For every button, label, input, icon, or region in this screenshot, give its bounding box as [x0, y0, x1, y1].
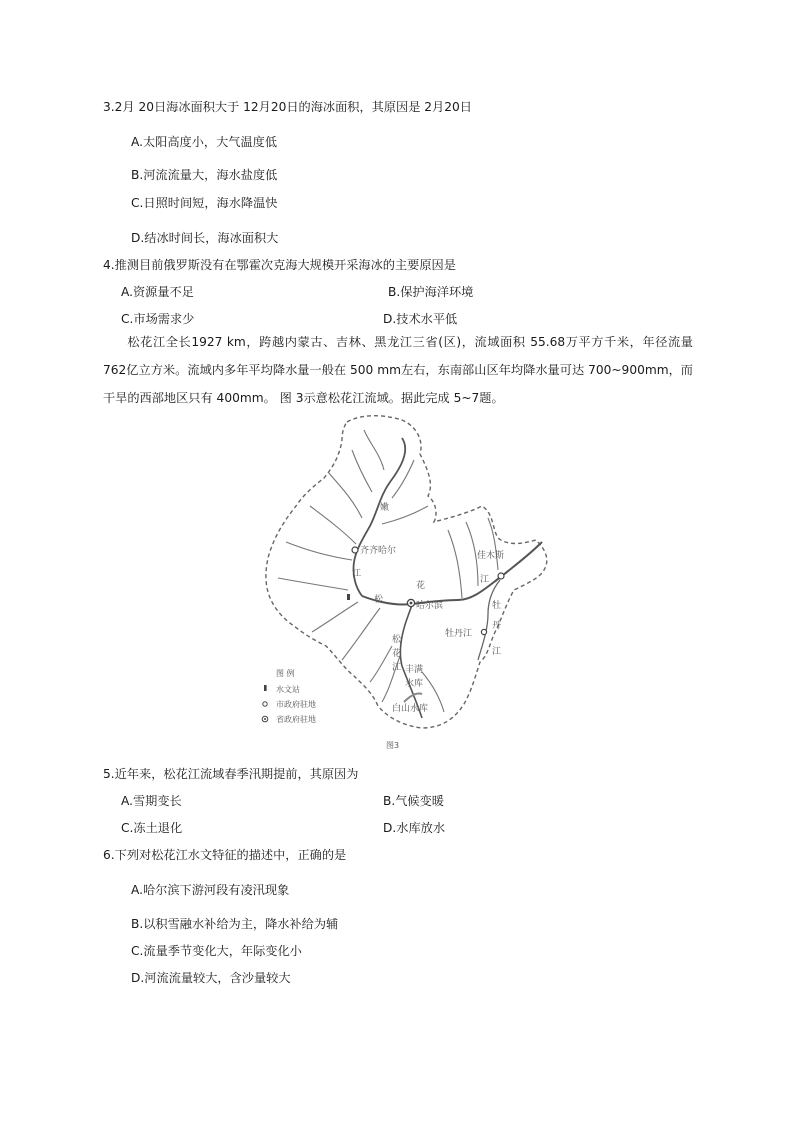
- map-legend: [262, 668, 316, 724]
- question-4-stem: 4.推测目前俄罗斯没有在鄂霍次克海大规模开采海冰的主要原因是: [103, 258, 456, 272]
- q6-option-d: D.河流流量较大，含沙量较大: [131, 971, 291, 985]
- jiamusi-marker: [498, 573, 504, 579]
- q6-option-b: B.以积雪融水补给为主，降水补给为辅: [131, 917, 339, 931]
- label-song: 松: [374, 595, 384, 605]
- label-dan: 丹: [492, 621, 502, 631]
- q3-option-c: C.日照时间短，海水降温快: [131, 196, 278, 210]
- label-hua: 花: [416, 581, 426, 591]
- q6-option-a: A.哈尔滨下游河段有凌汛现象: [131, 883, 290, 897]
- label-fengman-2: 水库: [405, 679, 424, 689]
- mudanjiang-marker: [481, 629, 486, 634]
- label-harbin: 哈尔滨: [416, 601, 444, 611]
- label-qiqihar: 齐齐哈尔: [360, 546, 397, 556]
- label-upper-jiang: 江: [392, 663, 402, 673]
- q6-option-c: C.流量季节变化大，年际变化小: [131, 944, 302, 958]
- label-jiang-3: 江: [492, 647, 502, 657]
- legend-hydrology: 水文站: [276, 685, 300, 694]
- q5-option-b: B.气候变暖: [383, 794, 444, 808]
- passage-songhua-river: 松花江全长1927 km，跨越内蒙古、吉林、黑龙江三省(区)，流域面积 55.68万平方千米，年径流量 762亿立方米。流域内多年平均降水量一般在 500 mm左右，东南部山区年均降水量可达 700~900mm，而干旱的西部地区只有 400mm。 图 3示意松花江流域。据此完成 5~7题。: [103, 335, 693, 405]
- question-3-stem: 3.2月 20日海冰面积大于 12月20日的海冰面积，其原因是 2月20日: [103, 100, 472, 114]
- q5-option-a: A.雪期变长: [121, 794, 182, 808]
- legend-title: 图 例: [276, 669, 295, 678]
- figure-caption: 图3: [386, 741, 400, 750]
- legend-city: 市政府驻地: [276, 700, 316, 709]
- qiqihar-marker: [352, 547, 358, 553]
- upper-songhua-river: [400, 604, 422, 718]
- label-fengman-1: 丰满: [405, 665, 424, 675]
- q4-option-d: D.技术水平低: [383, 312, 458, 326]
- legend-capital: 省政府驻地: [276, 715, 316, 724]
- q5-option-c: C.冻土退化: [121, 821, 183, 835]
- label-jiamusi: 佳木斯: [477, 551, 505, 561]
- q4-option-b: B.保护海洋环境: [388, 285, 474, 299]
- question-5-stem: 5.近年来，松花江流域春季汛期提前，其原因为: [103, 767, 359, 781]
- label-upper-song: 松: [392, 635, 402, 645]
- q5-option-d: D.水库放水: [383, 821, 446, 835]
- q3-option-d: D.结冰时间长，海冰面积大: [131, 231, 279, 245]
- hydrology-station: [347, 594, 350, 600]
- label-nen: 嫩: [380, 503, 390, 513]
- songhua-basin-map: [252, 410, 552, 755]
- label-mu: 牡: [492, 601, 502, 611]
- label-mudanjiang: 牡丹江: [445, 629, 473, 639]
- label-upper-hua: 花: [392, 649, 402, 659]
- q4-option-a: A.资源量不足: [121, 285, 194, 299]
- label-baishan: 白山水库: [392, 704, 429, 714]
- q3-option-b: B.河流流量大，海水盐度低: [131, 168, 278, 182]
- question-6-stem: 6.下列对松花江水文特征的描述中，正确的是: [103, 848, 347, 862]
- q4-option-c: C.市场需求少: [121, 312, 195, 326]
- label-jiang-1: 江: [352, 569, 362, 579]
- label-jiang-2: 江: [480, 575, 490, 585]
- q3-option-a: A.太阳高度小，大气温度低: [131, 135, 278, 149]
